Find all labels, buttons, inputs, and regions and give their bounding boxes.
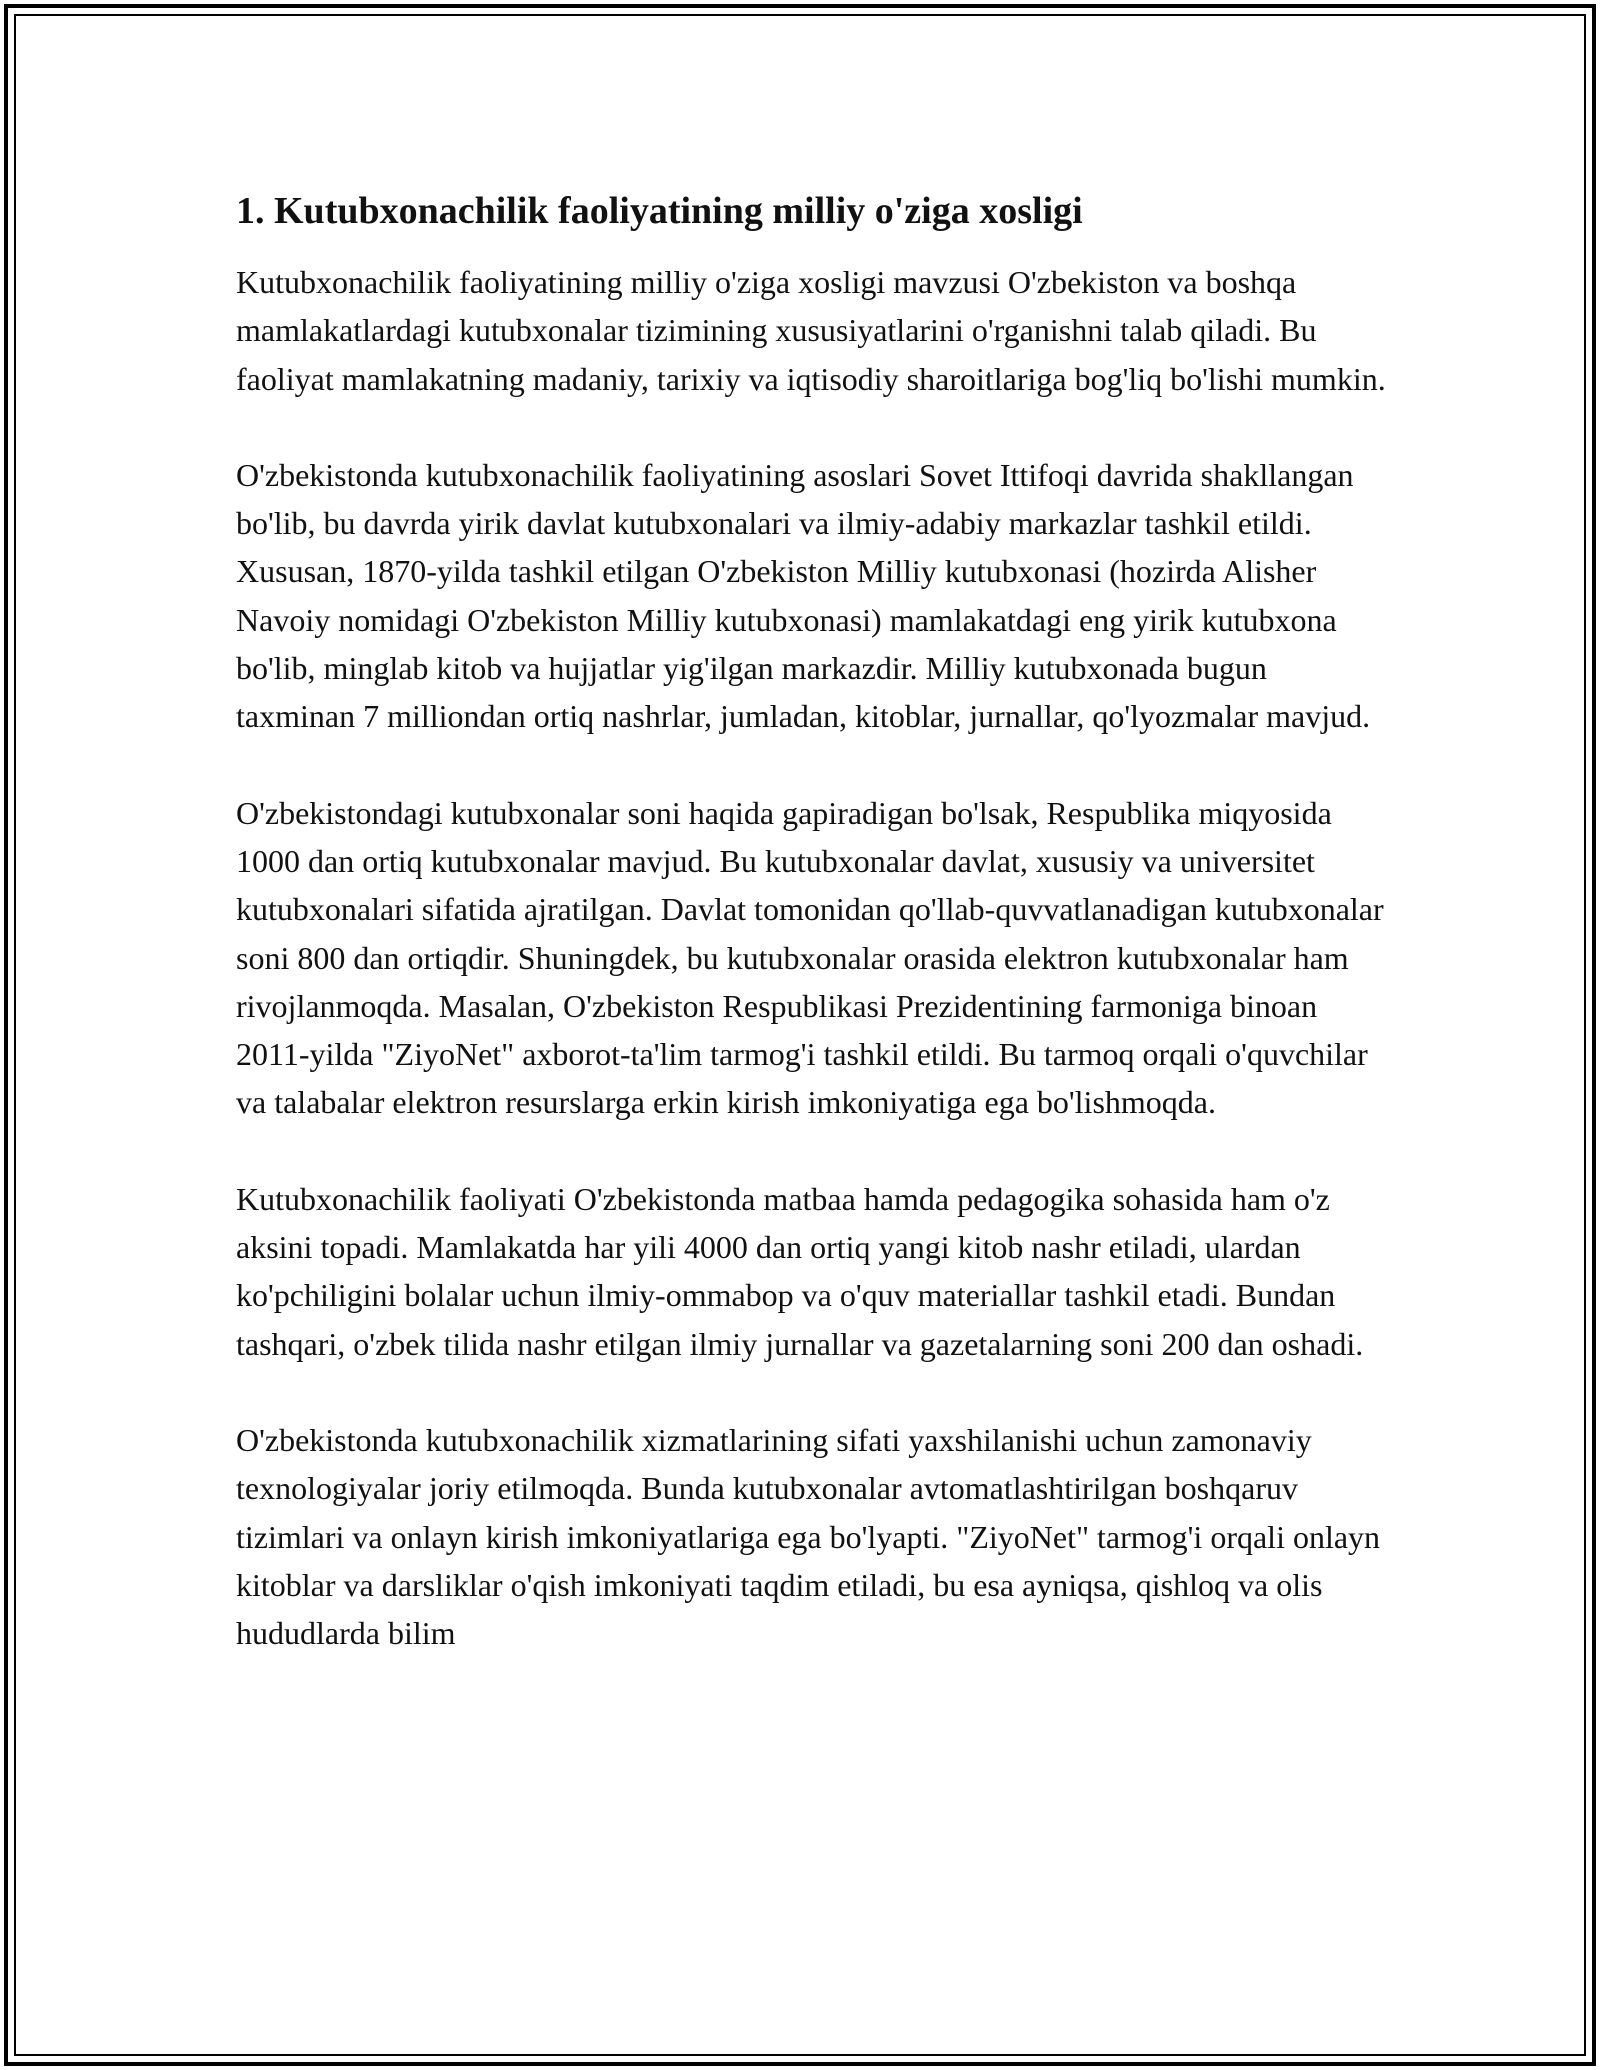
paragraph-4: Kutubxonachilik faoliyati O'zbekistonda matbaa hamda pedagogika sohasida ham o'z aksini topadi. Mamlakatda har yili 4000 dan ortiq yangi kitob nashr etiladi, ulardan ko'pchiligini bolalar uchun ilmiy-ommabop va o'quv materiallar tashkil etadi. Bundan tashqari, o'zbek tilida nashr etilgan ilmiy jurnallar va gazetalarning soni 200 dan oshadi. — [236, 1180, 1364, 1362]
paragraph-2: O'zbekistonda kutubxonachilik faoliyatining asoslari Sovet Ittifoqi davrida shakllangan bo'lib, bu davrda yirik davlat kutubxonalari va ilmiy-adabiy markazlar tashkil etildi. Xususan, 1870-yilda tashkil etilgan O'zbekiston Milliy kutubxonasi (hozirda Alisher Navoiy nomidagi O'zbekiston Milliy kutubxonasi) mamlakatdagi eng yirik kutubxona bo'lib, minglab kitob va hujjatlar yig'ilgan markazdir. Milliy kutubxonada bugun taxminan 7 milliondan ortiq nashrlar, jumladan, kitoblar, jurnallar, qo'lyozmalar mavjud. — [236, 456, 1371, 735]
paragraph-1: Kutubxonachilik faoliyatining milliy o'ziga xosligi mavzusi O'zbekiston va boshqa mamlakatlardagi kutubxonalar tizimining xususiyatlarini o'rganishni talab qiladi. Bu faoliyat mamlakatning madaniy, tarixiy va iqtisodiy sharoitlariga bog'liq bo'lishi mumkin. — [236, 264, 1386, 397]
paragraph-3: O'zbekistondagi kutubxonalar soni haqida gapiradigan bo'lsak, Respublika miqyosida 1000 dan ortiq kutubxonalar mavjud. Bu kutubxonalar davlat, xususiy va universitet kutubxonalari sifatida ajratilgan. Davlat tomonidan qo'llab-quvvatlanadigan kutubxonalar soni 800 dan ortiqdir. Shuningdek, bu kutubxonalar orasida elektron kutubxonalar ham rivojlanmoqda. Masalan, O'zbekiston Respublikasi Prezidentining farmoniga binoan 2011-yilda "ZiyoNet" axborot-ta'lim tarmog'i tashkil etildi. Bu tarmoq orqali o'quvchilar va talabalar elektron resurslarga erkin kirish imkoniyatiga ega bo'lishmoqda. — [236, 794, 1384, 1121]
section-heading: 1. Kutubxonachilik faoliyatining milliy o'ziga xosligi — [236, 190, 1083, 232]
paragraph-5: O'zbekistonda kutubxonachilik xizmatlarining sifati yaxshilanishi uchun zamonaviy texnologiyalar joriy etilmoqda. Bunda kutubxonalar avtomatlashtirilgan boshqaruv tizimlari va onlayn kirish imkoniyatlariga ega bo'lyapti. "ZiyoNet" tarmog'i orqali onlayn kitoblar va darsliklar o'qish imkoniyati taqdim etiladi, bu esa ayniqsa, qishloq va olis hududlarda bilim — [236, 1421, 1381, 1652]
document-body — [236, 186, 1386, 1657]
